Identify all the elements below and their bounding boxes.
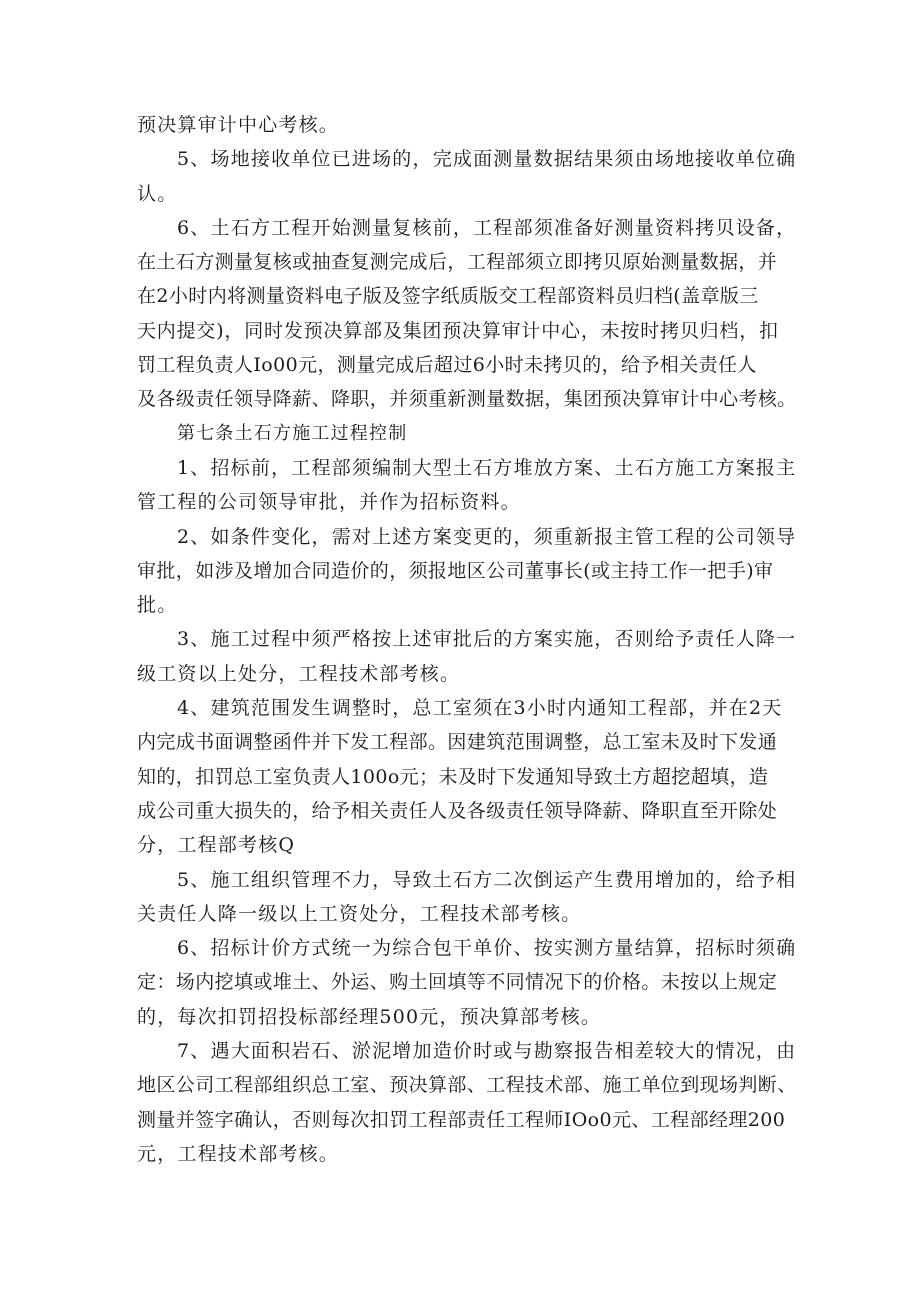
document-page: [137, 108, 797, 1171]
text-line: 天内提交)，同时发预决算部及集团预决算审计中心，未按时拷贝归档，扣: [137, 319, 779, 342]
text-line: 6、招标计价方式统一为综合包干单价、按实测方量结算，招标时须确: [177, 937, 797, 960]
text-line: 管工程的公司领导审批，并作为招标资料。: [137, 491, 521, 514]
text-line: 审批，如涉及增加合同造价的，须报地区公司董事长(或主持工作一把手)审: [137, 559, 774, 582]
text-line: 定：场内挖填或堆土、外运、购土回填等不同情况下的价格。未按以上规定: [137, 971, 778, 994]
text-line: 1、招标前，工程部须编制大型土石方堆放方案、土石方施工方案报主: [177, 456, 797, 479]
text-line: 关责任人降一级以上工资处分，工程技术部考核。: [137, 902, 582, 925]
text-line: 预决算审计中心考核。: [137, 114, 340, 136]
text-line: 4、建筑范围发生调整时，总工室须在3小时内通知工程部，并在2天: [177, 697, 783, 720]
text-line: 5、场地接收单位已进场的，完成面测量数据结果须由场地接收单位确: [177, 148, 797, 171]
text-line: 成公司重大损失的，给予相关责任人及各级责任领导降薪、降职直至开除处: [137, 799, 778, 822]
text-line: 在土石方测量复核或抽查复测完成后，工程部须立即拷贝原始测量数据，并: [137, 251, 778, 274]
text-line: 分，工程部考核Q: [137, 834, 296, 857]
text-line: 2、如条件变化，需对上述方案变更的，须重新报主管工程的公司领导: [177, 525, 797, 548]
text-line: 地区公司工程部组织总工室、预决算部、工程技术部、施工单位到现场判断、: [137, 1074, 797, 1097]
text-line: 7、遇大面积岩石、淤泥增加造价时或与勘察报告相差较大的情况，由: [177, 1040, 797, 1063]
text-line: 元，工程技术部考核。: [137, 1142, 340, 1165]
text-line: 批。: [137, 594, 178, 617]
text-line: 6、土石方工程开始测量复核前，工程部须准备好测量资料拷贝设备，: [177, 216, 797, 239]
text-line: 3、施工过程中须严格按上述审批后的方案实施，否则给予责任人降一: [177, 628, 797, 651]
text-line: 在2小时内将测量资料电子版及签字纸质版交工程部资料员归档(盖章版三: [137, 285, 759, 308]
section-heading: 第七条土石方施工过程控制: [177, 422, 408, 444]
text-line: 级工资以上处分，工程技术部考核。: [137, 662, 461, 685]
text-line: 认。: [137, 182, 178, 205]
text-line: 5、施工组织管理不力，导致土石方二次倒运产生费用增加的，给予相: [177, 868, 797, 891]
text-line: 知的，扣罚总工室负责人100o元；未及时下发通知导致土方超挖超填，造: [137, 765, 769, 788]
text-line: 罚工程负责人Io00元，测量完成后超过6小时未拷贝的，给予相关责任人: [137, 354, 757, 377]
text-line: 及各级责任领导降薪、降职，并须重新测量数据，集团预决算审计中心考核。: [137, 388, 797, 411]
text-line: 测量并签字确认，否则每次扣罚工程部责任工程师IOo0元、工程部经理200: [137, 1108, 786, 1131]
text-line: 内完成书面调整函件并下发工程部。因建筑范围调整，总工室未及时下发通: [137, 731, 778, 754]
text-line: 的，每次扣罚招投标部经理500元，预决算部考核。: [137, 1005, 602, 1028]
